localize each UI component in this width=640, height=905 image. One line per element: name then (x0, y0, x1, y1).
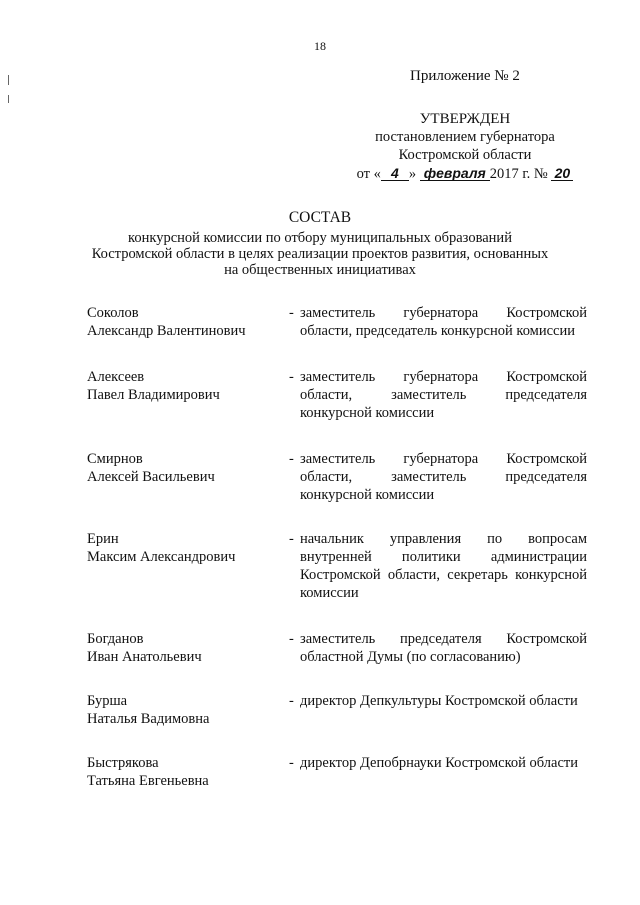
member-role: заместитель губернатора Костромской области, заместитель председателя конкурсной комиссии (300, 451, 587, 503)
member-dash: - (289, 755, 294, 771)
appendix-label: Приложение № 2 (410, 68, 520, 84)
member-surname: Смирнов (87, 451, 143, 467)
member-name (87, 368, 277, 404)
member-dash: - (289, 451, 294, 467)
member-surname: Соколов (87, 305, 139, 321)
member-given-names: Алексей Васильевич (87, 469, 215, 485)
member-surname: Бурша (87, 693, 128, 709)
member-given-names: Максим Александрович (87, 549, 236, 565)
member-given-names: Наталья Вадимовна (87, 711, 210, 727)
approval-date-line (340, 165, 590, 183)
member-role: заместитель губернатора Костромской области, заместитель председателя конкурсной комиссии (300, 369, 587, 421)
title-line-3: на общественных инициативах (224, 262, 416, 278)
member-surname: Быстрякова (87, 755, 159, 771)
date-month: февраля (420, 166, 490, 181)
member-name (87, 692, 277, 728)
member-name (87, 530, 277, 566)
member-dash: - (289, 305, 294, 321)
member-dash: - (289, 369, 294, 385)
member-given-names: Александр Валентинович (87, 323, 246, 339)
member-role: директор Депкультуры Костромской области (300, 693, 578, 709)
member-role: директор Депобрнауки Костромской области (300, 755, 578, 771)
scan-artifact (8, 75, 9, 85)
resolution-number: 20 (551, 166, 573, 181)
member-surname: Алексеев (87, 369, 145, 385)
approved-heading: УТВЕРЖДЕН (419, 111, 511, 127)
member-dash: - (289, 631, 294, 647)
member-given-names: Павел Владимирович (87, 387, 220, 403)
date-day-close: » (408, 166, 417, 182)
scan-artifact (8, 95, 9, 103)
member-role: начальник управления по вопросам внутренней политики администрации Костромской области, секретарь конкурсной комиссии (300, 531, 587, 601)
member-name (87, 754, 277, 790)
member-given-names: Иван Анатольевич (87, 649, 202, 665)
member-role: заместитель губернатора Костромской области, председатель конкурсной комиссии (300, 305, 587, 339)
title-line-2: Костромской области в целях реализации проектов развития, основанных (91, 246, 549, 262)
date-prefix: от « (356, 166, 381, 182)
member-surname: Богданов (87, 631, 144, 647)
member-name (87, 304, 277, 340)
date-year: 2017 г. № (489, 166, 548, 182)
document-title-block (70, 210, 570, 278)
member-dash: - (289, 693, 294, 709)
member-dash: - (289, 531, 294, 547)
page-number: 18 (314, 39, 326, 53)
member-given-names: Татьяна Евгеньевна (87, 773, 209, 789)
approval-line-1: постановлением губернатора (375, 129, 555, 145)
member-role: заместитель председателя Костромской областной Думы (по согласованию) (300, 631, 587, 665)
member-name (87, 450, 277, 486)
member-surname: Ерин (87, 531, 119, 547)
date-day: 4 (381, 166, 409, 181)
member-name (87, 630, 277, 666)
title-line-1: конкурсной комиссии по отбору муниципальных образований (128, 230, 512, 246)
approval-line-2: Костромской области (398, 147, 532, 163)
document-title: СОСТАВ (288, 209, 352, 226)
approval-block (340, 110, 590, 183)
